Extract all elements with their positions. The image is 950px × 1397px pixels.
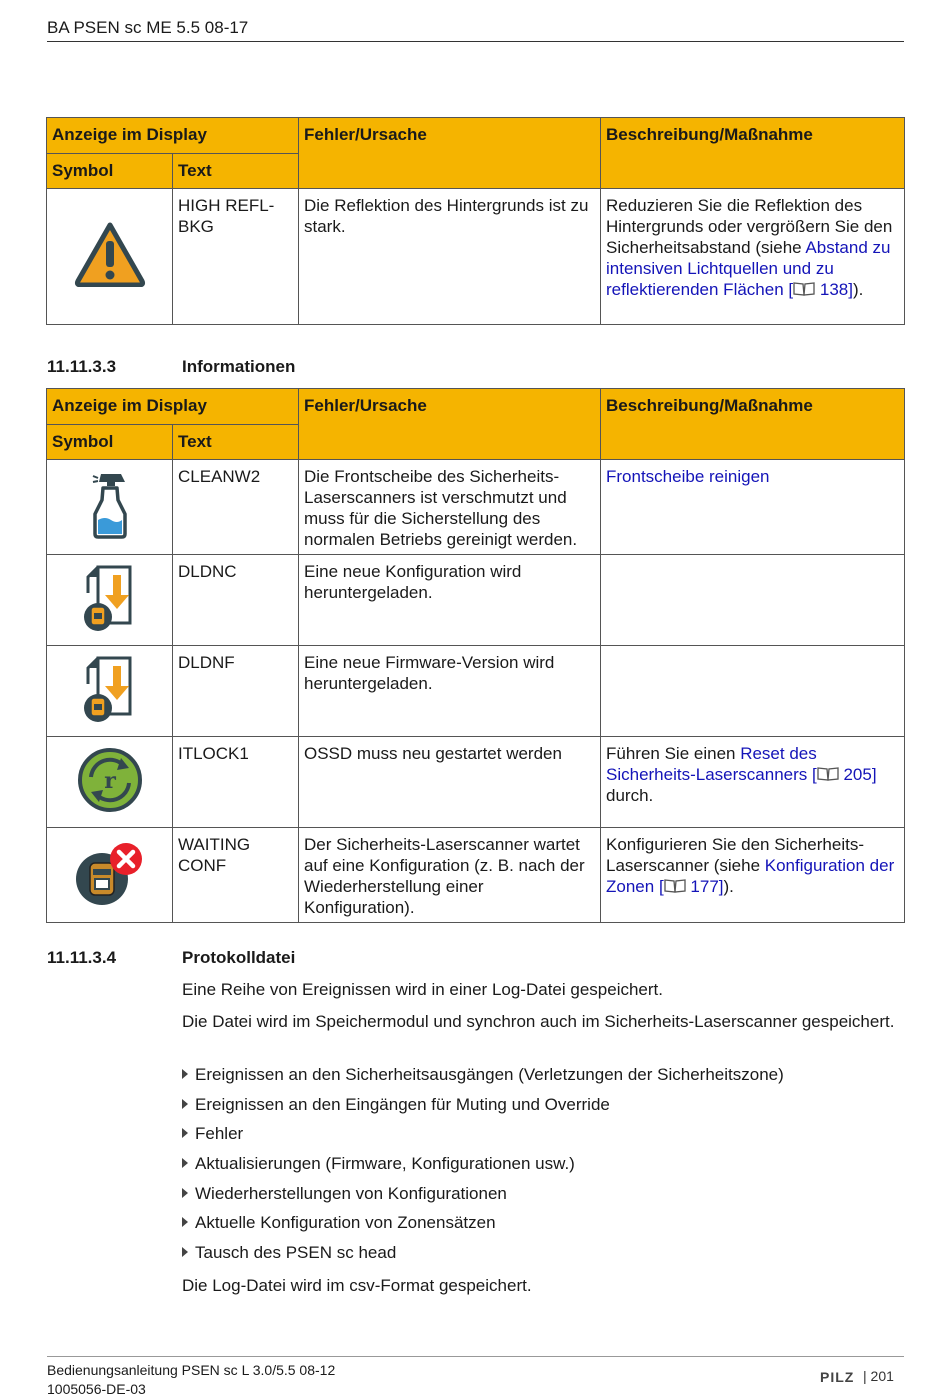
page-number: | 201	[863, 1368, 894, 1384]
triangle-bullet-icon	[182, 1069, 188, 1079]
row-error: Die Reflektion des Hintergrunds ist zu stark.	[299, 189, 601, 325]
symbol-cell	[47, 460, 173, 555]
page-reference[interactable]: 138	[819, 280, 849, 299]
row-text: DLDNF	[173, 646, 299, 737]
row-text: CLEANW2	[173, 460, 299, 555]
paragraph: Die Datei wird im Speichermodul und synchron auch im Sicherheits-Laserscanner gespeichert.	[182, 1012, 895, 1031]
section-number: 11.11.3.3	[47, 357, 117, 376]
col-header-text: Text	[173, 154, 299, 189]
table-row	[47, 737, 905, 828]
section-number: 11.11.3.4	[47, 948, 117, 967]
section-title: Protokolldatei	[182, 948, 296, 967]
svg-text:r: r	[103, 767, 116, 794]
row-description	[601, 460, 905, 555]
footer-document-number: 1005056-DE-03	[47, 1381, 146, 1397]
section-heading-protokolldatei	[47, 948, 295, 968]
row-description: Konfigurieren Sie den Sicherheits-Laserscanner (siehe Konfiguration der Zonen [ 177]).	[601, 828, 905, 923]
row-description	[601, 555, 905, 646]
triangle-bullet-icon	[182, 1247, 188, 1257]
page-reference[interactable]: 205	[843, 765, 872, 784]
list-item: Aktuelle Konfiguration von Zonensätzen	[182, 1211, 784, 1241]
triangle-bullet-icon	[182, 1188, 188, 1198]
row-text: ITLOCK1	[173, 737, 299, 828]
download-configuration-icon	[78, 563, 142, 633]
restart-icon	[77, 747, 143, 813]
col-header-description: Beschreibung/Maßnahme	[601, 118, 905, 189]
list-item: Ereignissen an den Eingängen für Muting und Override	[182, 1093, 784, 1123]
error-table	[46, 117, 905, 325]
symbol-cell	[47, 828, 173, 923]
list-item: Ereignissen an den Sicherheitsausgängen (Verletzungen der Sicherheitszone)	[182, 1063, 784, 1093]
symbol-cell	[47, 646, 173, 737]
col-header-description: Beschreibung/Maßnahme	[601, 389, 905, 460]
table-row	[47, 189, 905, 325]
download-firmware-icon	[78, 654, 142, 724]
section-title: Informationen	[182, 357, 296, 376]
row-description	[601, 646, 905, 737]
symbol-cell	[47, 555, 173, 646]
book-icon	[664, 878, 686, 893]
col-header-symbol: Symbol	[47, 154, 173, 189]
list-item: Wiederherstellungen von Konfigurationen	[182, 1182, 784, 1212]
col-header-symbol: Symbol	[47, 425, 173, 460]
cross-reference-link[interactable]: Reset des Sicherheits-Laserscanners	[606, 744, 817, 784]
book-icon	[817, 766, 839, 781]
table-row	[47, 555, 905, 646]
page-reference[interactable]: 177	[690, 877, 719, 896]
paragraph: Eine Reihe von Ereignissen wird in einer Log-Datei gespeichert.	[182, 980, 663, 999]
footer-rule	[47, 1356, 904, 1357]
col-header-error: Fehler/Ursache	[299, 389, 601, 460]
row-error: Der Sicherheits-Laserscanner wartet auf eine Konfiguration (z. B. nach der Wiederherstellung einer Konfiguration).	[299, 828, 601, 923]
row-text: HIGH REFL-BKG	[173, 189, 299, 325]
pilz-logo: PILZ	[820, 1369, 855, 1385]
symbol-cell	[47, 189, 173, 325]
section-heading-informationen	[47, 357, 295, 377]
header-rule	[47, 41, 904, 42]
table-row	[47, 460, 905, 555]
document-header: BA PSEN sc ME 5.5 08-17	[47, 18, 249, 37]
row-text: WAITING CONF	[173, 828, 299, 923]
row-description: Reduzieren Sie die Reflektion des Hintergrunds oder vergrößern Sie den Sicherheitsabstand (siehe Abstand zu intensiven Lichtquellen und zu reflektierenden Flächen [ 138]).	[601, 189, 905, 325]
spray-bottle-icon	[85, 470, 135, 540]
col-header-text: Text	[173, 425, 299, 460]
bullet-list	[182, 1063, 784, 1271]
cross-reference-link[interactable]: Abstand zu intensiven Lichtquellen und zu reflektierenden Flächen	[606, 238, 891, 299]
scanner-error-icon	[74, 837, 146, 909]
row-error: Eine neue Konfiguration wird heruntergeladen.	[299, 555, 601, 646]
triangle-bullet-icon	[182, 1128, 188, 1138]
cross-reference-link[interactable]: Konfiguration der Zonen	[606, 856, 895, 896]
row-error: OSSD muss neu gestartet werden	[299, 737, 601, 828]
warning-triangle-icon	[74, 221, 146, 287]
col-header-display: Anzeige im Display	[47, 118, 299, 154]
col-header-error: Fehler/Ursache	[299, 118, 601, 189]
triangle-bullet-icon	[182, 1158, 188, 1168]
row-description: Führen Sie einen Reset des Sicherheits-Laserscanners [ 205] durch.	[601, 737, 905, 828]
table-row	[47, 646, 905, 737]
list-item: Tausch des PSEN sc head	[182, 1241, 784, 1271]
table-row	[47, 828, 905, 923]
triangle-bullet-icon	[182, 1217, 188, 1227]
row-error: Die Frontscheibe des Sicherheits-Laserscanners ist verschmutzt und muss für die Sicherstellung des normalen Betriebs gereinigt werden.	[299, 460, 601, 555]
footer-manual-title: Bedienungsanleitung PSEN sc L 3.0/5.5 08-12	[47, 1362, 336, 1378]
list-item: Aktualisierungen (Firmware, Konfigurationen usw.)	[182, 1152, 784, 1182]
triangle-bullet-icon	[182, 1099, 188, 1109]
symbol-cell	[47, 737, 173, 828]
paragraph: Die Log-Datei wird im csv-Format gespeichert.	[182, 1276, 532, 1295]
col-header-display: Anzeige im Display	[47, 389, 299, 425]
row-text: DLDNC	[173, 555, 299, 646]
list-item: Fehler	[182, 1122, 784, 1152]
cross-reference-link[interactable]: Frontscheibe reinigen	[606, 467, 770, 486]
book-icon	[793, 281, 815, 296]
information-table	[46, 388, 905, 923]
row-error: Eine neue Firmware-Version wird heruntergeladen.	[299, 646, 601, 737]
